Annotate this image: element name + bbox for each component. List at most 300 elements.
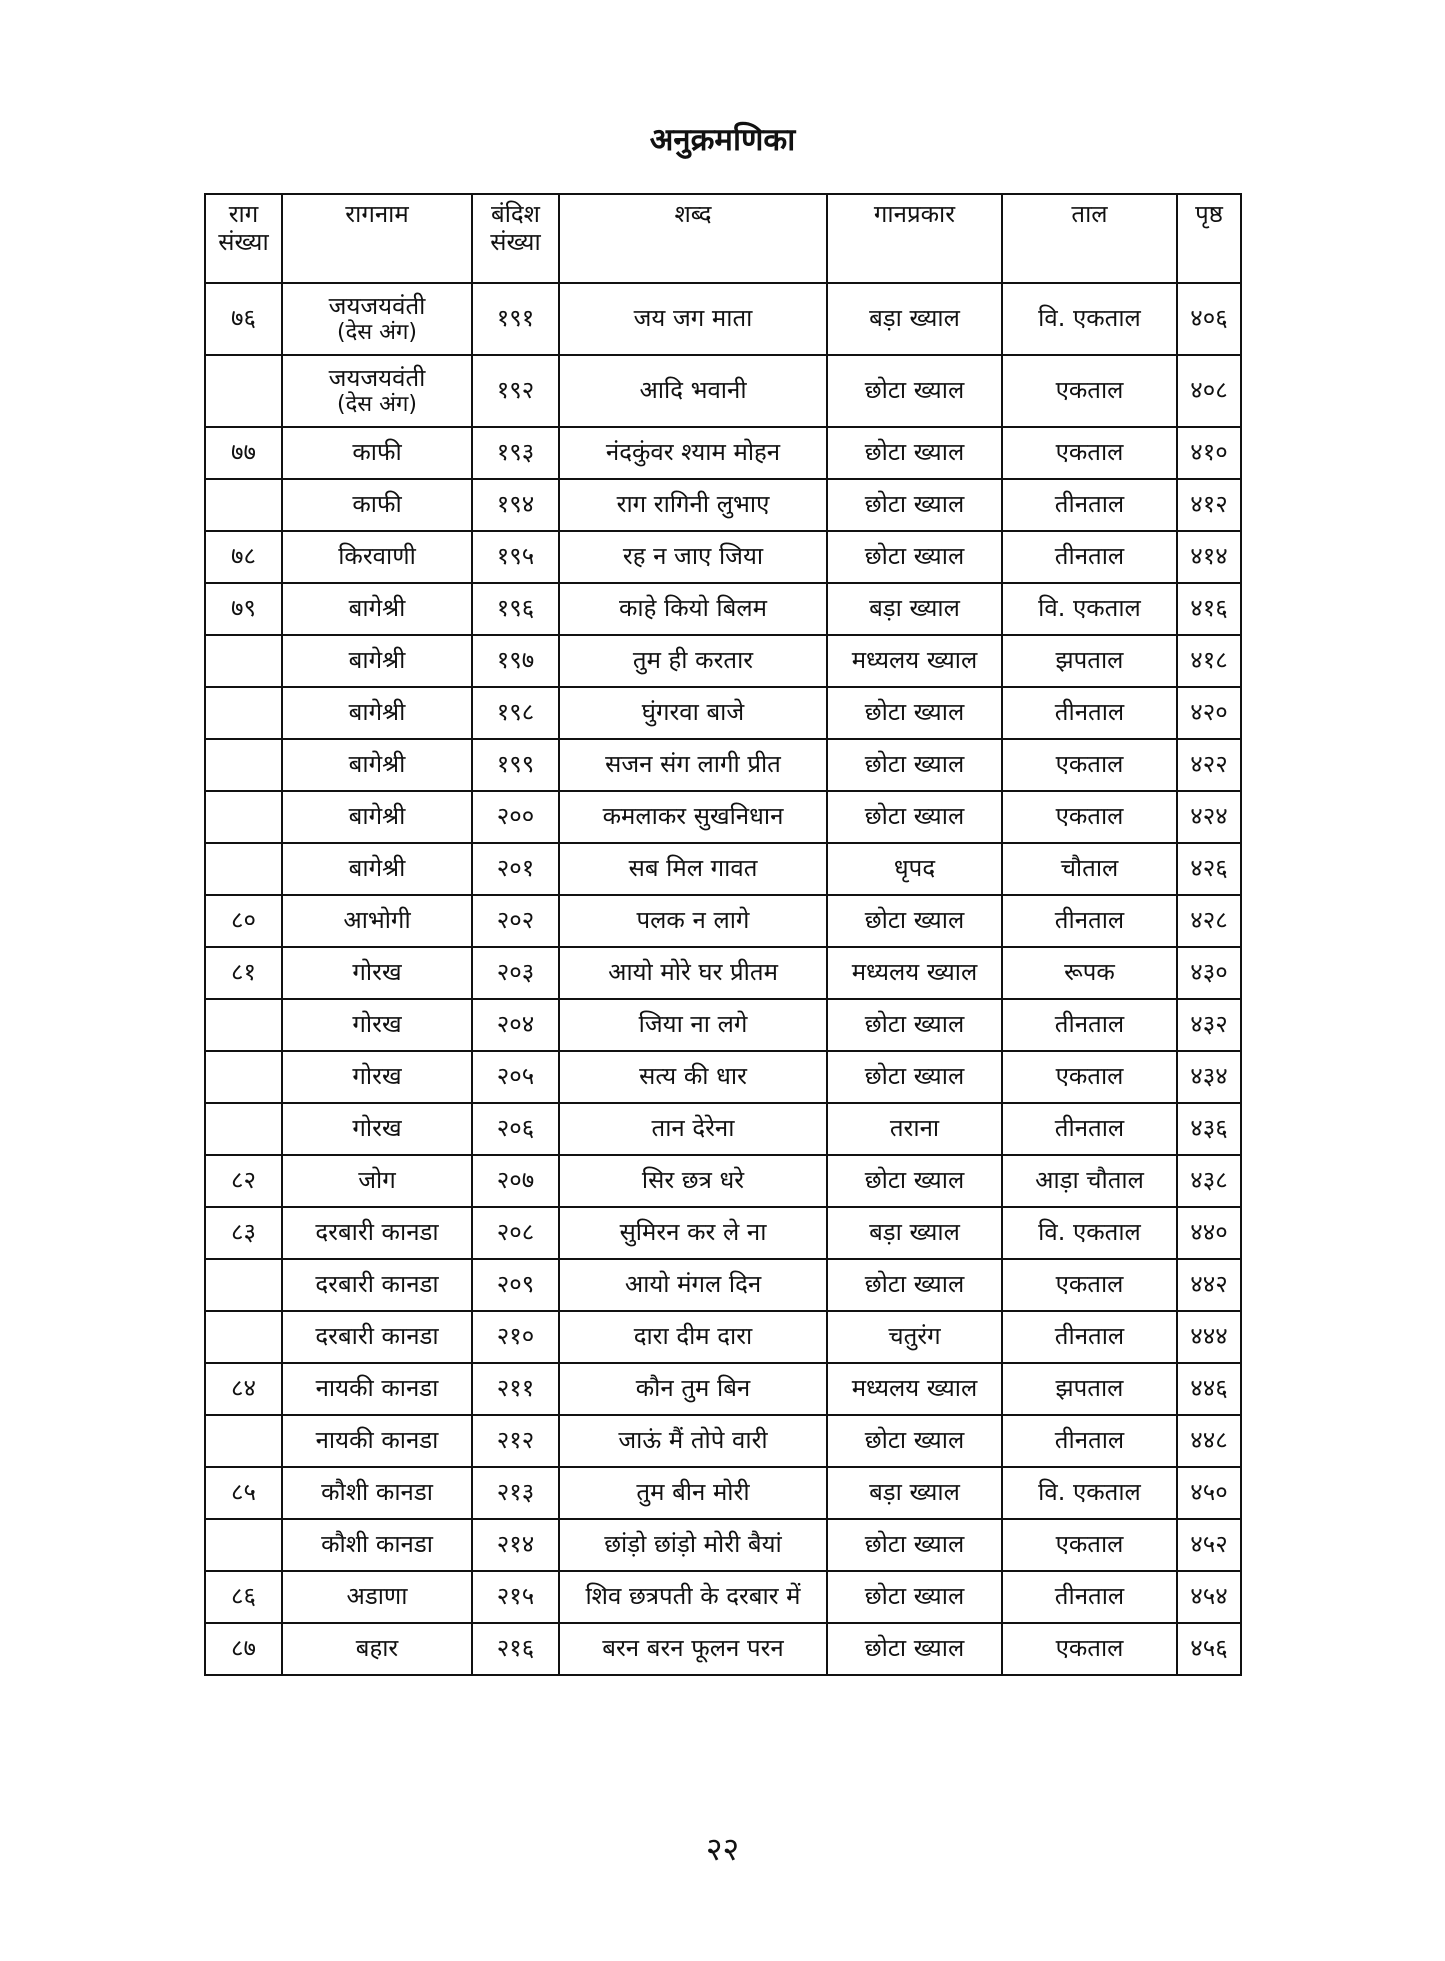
page-cell-text: ४४६: [1190, 1374, 1228, 1403]
bandish-number-cell-text: १९९: [496, 750, 535, 779]
taal-cell: [1002, 479, 1177, 531]
shabd-cell-text: काहे कियो बिलम: [619, 594, 767, 623]
table-row: [205, 635, 1241, 687]
bandish-number-cell-text: १९१: [496, 304, 535, 333]
page-cell-text: ४३०: [1190, 958, 1228, 987]
bandish-number-cell: [472, 531, 559, 583]
raag-name-cell-text: जयजयवंती: [328, 291, 426, 320]
shabd-cell-text: सजन संग लागी प्रीत: [605, 750, 781, 779]
page-cell: [1177, 739, 1241, 791]
page-cell-text: ४४८: [1190, 1426, 1228, 1455]
bandish-number-cell-text: २११: [496, 1374, 535, 1403]
shabd-cell: [559, 1207, 827, 1259]
gaanprakar-cell: [827, 1259, 1002, 1311]
page-cell: [1177, 635, 1241, 687]
taal-cell: [1002, 947, 1177, 999]
table-row: [205, 739, 1241, 791]
raag-number-cell-text: ८६: [231, 1582, 256, 1611]
header-text: संख्या: [218, 227, 269, 256]
gaanprakar-cell: [827, 283, 1002, 355]
raag-name-cell: [282, 1415, 472, 1467]
bandish-number-cell-text: २०८: [496, 1218, 535, 1247]
gaanprakar-cell-text: छोटा ख्याल: [864, 1010, 965, 1039]
page-cell-text: ४१२: [1190, 490, 1228, 519]
page-cell: [1177, 1103, 1241, 1155]
raag-number-cell: [205, 1051, 282, 1103]
shabd-cell: [559, 1051, 827, 1103]
header-text: राग: [228, 200, 259, 228]
raag-name-cell: [282, 1259, 472, 1311]
gaanprakar-cell-text: छोटा ख्याल: [864, 438, 965, 467]
shabd-cell-text: कमलाकर सुखनिधान: [602, 802, 784, 831]
shabd-cell: [559, 1623, 827, 1675]
bandish-number-cell: [472, 947, 559, 999]
gaanprakar-cell: [827, 739, 1002, 791]
bandish-number-cell: [472, 687, 559, 739]
raag-name-cell: [282, 479, 472, 531]
gaanprakar-cell: [827, 947, 1002, 999]
shabd-cell-text: छांड़ो छांड़ो मोरी बैयां: [604, 1530, 782, 1559]
raag-number-cell: [205, 999, 282, 1051]
gaanprakar-cell-text: छोटा ख्याल: [864, 1166, 965, 1195]
page-cell-text: ४४२: [1190, 1270, 1228, 1299]
bandish-number-cell: [472, 1103, 559, 1155]
page-cell-text: ४५०: [1190, 1478, 1228, 1507]
bandish-number-cell: [472, 895, 559, 947]
taal-cell-text: तीनताल: [1054, 542, 1125, 571]
gaanprakar-cell-text: चतुरंग: [888, 1322, 941, 1351]
shabd-cell-text: आयो मोरे घर प्रीतम: [608, 958, 778, 987]
bandish-number-cell: [472, 999, 559, 1051]
raag-number-cell: [205, 1519, 282, 1571]
raag-number-cell-text: ७८: [231, 542, 256, 571]
taal-cell: [1002, 1207, 1177, 1259]
bandish-number-cell: [472, 1363, 559, 1415]
table-row: [205, 427, 1241, 479]
page-cell: [1177, 1311, 1241, 1363]
raag-number-cell: [205, 1363, 282, 1415]
raag-number-cell-text: ७९: [231, 594, 256, 623]
page-cell: [1177, 1155, 1241, 1207]
taal-cell-text: तीनताल: [1054, 698, 1125, 727]
raag-name-cell-text: गोरख: [352, 1062, 402, 1091]
shabd-cell-text: सब मिल गावत: [628, 854, 758, 883]
page-cell-text: ४१८: [1190, 646, 1228, 675]
taal-cell: [1002, 1623, 1177, 1675]
taal-cell: [1002, 1519, 1177, 1571]
table-row: [205, 1259, 1241, 1311]
page-cell: [1177, 843, 1241, 895]
taal-cell: [1002, 687, 1177, 739]
raag-name-cell-text: बागेश्री: [348, 854, 406, 883]
table-row: [205, 1207, 1241, 1259]
page-cell: [1177, 895, 1241, 947]
raag-name-cell: [282, 895, 472, 947]
gaanprakar-cell: [827, 1051, 1002, 1103]
page-cell: [1177, 1415, 1241, 1467]
shabd-cell-text: घुंगरवा बाजे: [641, 698, 745, 727]
taal-cell-text: वि. एकताल: [1038, 1218, 1141, 1247]
raag-name-cell: [282, 687, 472, 739]
shabd-cell-text: सुमिरन कर ले ना: [619, 1218, 767, 1247]
taal-cell: [1002, 1467, 1177, 1519]
shabd-cell-text: जाऊं मैं तोपे वारी: [618, 1426, 768, 1455]
gaanprakar-cell-text: धृपद: [893, 854, 936, 883]
page-cell: [1177, 1623, 1241, 1675]
raag-name-cell-text: बागेश्री: [348, 698, 406, 727]
table-row: [205, 1623, 1241, 1675]
raag-number-cell: [205, 427, 282, 479]
raag-anga-note: (देस अंग): [337, 320, 417, 346]
gaanprakar-cell-text: छोटा ख्याल: [864, 542, 965, 571]
taal-cell: [1002, 1571, 1177, 1623]
bandish-number-cell-text: २१२: [496, 1426, 535, 1455]
taal-cell: [1002, 635, 1177, 687]
page-cell-text: ४२८: [1190, 906, 1228, 935]
raag-number-cell: [205, 895, 282, 947]
bandish-number-cell-text: २१०: [496, 1322, 535, 1351]
gaanprakar-cell-text: बड़ा ख्याल: [869, 304, 960, 333]
raag-name-cell: [282, 947, 472, 999]
taal-cell: [1002, 999, 1177, 1051]
gaanprakar-cell: [827, 1311, 1002, 1363]
gaanprakar-cell: [827, 687, 1002, 739]
raag-number-cell: [205, 1103, 282, 1155]
taal-cell: [1002, 843, 1177, 895]
shabd-cell: [559, 739, 827, 791]
raag-number-cell-text: ८२: [231, 1166, 256, 1195]
table-row: [205, 843, 1241, 895]
gaanprakar-cell-text: तराना: [889, 1114, 940, 1143]
raag-name-cell-text: गोरख: [352, 958, 402, 987]
gaanprakar-cell-text: छोटा ख्याल: [864, 750, 965, 779]
bandish-number-cell-text: २१६: [496, 1634, 535, 1663]
gaanprakar-cell: [827, 791, 1002, 843]
gaanprakar-cell-text: छोटा ख्याल: [864, 1530, 965, 1559]
shabd-cell: [559, 843, 827, 895]
bandish-number-cell-text: २०५: [496, 1062, 535, 1091]
taal-cell-text: एकताल: [1055, 1270, 1124, 1299]
page-cell-text: ४४४: [1190, 1322, 1228, 1351]
header-raag-number: [205, 194, 282, 283]
taal-cell: [1002, 1103, 1177, 1155]
taal-cell: [1002, 583, 1177, 635]
taal-cell-text: तीनताल: [1054, 1010, 1125, 1039]
shabd-cell-text: सिर छत्र धरे: [641, 1166, 745, 1195]
raag-number-cell-text: ८१: [231, 958, 256, 987]
raag-number-cell-text: ७६: [231, 304, 256, 333]
gaanprakar-cell: [827, 843, 1002, 895]
raag-name-cell: [282, 1207, 472, 1259]
shabd-cell-text: रह न जाए जिया: [622, 542, 764, 571]
table-row: [205, 687, 1241, 739]
taal-cell-text: वि. एकताल: [1038, 304, 1141, 333]
taal-cell-text: वि. एकताल: [1038, 1478, 1141, 1507]
raag-number-cell: [205, 635, 282, 687]
raag-number-cell: [205, 791, 282, 843]
raag-name-cell-text: बहार: [355, 1634, 399, 1663]
page-cell: [1177, 791, 1241, 843]
gaanprakar-cell: [827, 1571, 1002, 1623]
taal-cell-text: आड़ा चौताल: [1035, 1166, 1144, 1195]
bandish-number-cell: [472, 427, 559, 479]
shabd-cell: [559, 791, 827, 843]
bandish-number-cell: [472, 283, 559, 355]
page-title: अनुक्रमणिका: [649, 122, 796, 158]
shabd-cell: [559, 355, 827, 427]
raag-name-cell-text: बागेश्री: [348, 646, 406, 675]
shabd-cell: [559, 895, 827, 947]
bandish-number-cell: [472, 1051, 559, 1103]
taal-cell-text: तीनताल: [1054, 490, 1125, 519]
shabd-cell: [559, 1519, 827, 1571]
taal-cell-text: तीनताल: [1054, 1322, 1125, 1351]
raag-name-cell-text: नायकी कानडा: [315, 1426, 439, 1455]
taal-cell-text: एकताल: [1055, 376, 1124, 405]
taal-cell-text: एकताल: [1055, 750, 1124, 779]
raag-number-cell: [205, 1571, 282, 1623]
bandish-number-cell-text: २०२: [496, 906, 535, 935]
raag-number-cell: [205, 947, 282, 999]
raag-name-cell: [282, 427, 472, 479]
raag-number-cell: [205, 479, 282, 531]
gaanprakar-cell: [827, 1467, 1002, 1519]
raag-number-cell: [205, 843, 282, 895]
shabd-cell-text: तुम ही करतार: [632, 646, 754, 675]
taal-cell: [1002, 1155, 1177, 1207]
bandish-number-cell: [472, 791, 559, 843]
raag-name-cell: [282, 1051, 472, 1103]
shabd-cell: [559, 1155, 827, 1207]
page-cell: [1177, 1207, 1241, 1259]
bandish-number-cell-text: १९५: [496, 542, 535, 571]
bandish-number-cell: [472, 1155, 559, 1207]
header-page: पृष्ठ: [1177, 194, 1241, 283]
bandish-number-cell-text: २१५: [496, 1582, 535, 1611]
taal-cell-text: वि. एकताल: [1038, 594, 1141, 623]
raag-number-cell-text: ८५: [231, 1478, 256, 1507]
page-cell: [1177, 1571, 1241, 1623]
gaanprakar-cell: [827, 999, 1002, 1051]
raag-number-cell: [205, 1467, 282, 1519]
raag-name-cell: [282, 1467, 472, 1519]
taal-cell-text: तीनताल: [1054, 906, 1125, 935]
shabd-cell: [559, 583, 827, 635]
shabd-cell-text: बरन बरन फूलन परन: [602, 1634, 784, 1663]
raag-number-cell-text: ८४: [231, 1374, 256, 1403]
page-cell-text: ४३४: [1190, 1062, 1228, 1091]
taal-cell-text: एकताल: [1055, 1530, 1124, 1559]
page-cell: [1177, 999, 1241, 1051]
bandish-number-cell: [472, 355, 559, 427]
table-row: [205, 583, 1241, 635]
raag-number-cell: [205, 1155, 282, 1207]
bandish-number-cell: [472, 1519, 559, 1571]
shabd-cell-text: पलक न लागे: [636, 906, 750, 935]
page-cell: [1177, 687, 1241, 739]
table-row: [205, 947, 1241, 999]
raag-name-cell: [282, 1155, 472, 1207]
shabd-cell-text: आदि भवानी: [639, 376, 747, 405]
taal-cell: [1002, 283, 1177, 355]
gaanprakar-cell-text: छोटा ख्याल: [864, 802, 965, 831]
shabd-cell-text: तान देरेना: [651, 1114, 735, 1143]
shabd-cell: [559, 427, 827, 479]
shabd-cell: [559, 635, 827, 687]
taal-cell: [1002, 791, 1177, 843]
page-cell-text: ४३८: [1190, 1166, 1228, 1195]
page-cell: [1177, 1259, 1241, 1311]
taal-cell: [1002, 531, 1177, 583]
taal-cell-text: एकताल: [1055, 1634, 1124, 1663]
bandish-number-cell-text: २००: [496, 802, 535, 831]
raag-name-cell-text: कौशी कानडा: [321, 1530, 433, 1559]
bandish-number-cell: [472, 1623, 559, 1675]
shabd-cell-text: शिव छत्रपती के दरबार में: [585, 1582, 801, 1611]
gaanprakar-cell-text: मध्यलय ख्याल: [851, 1374, 978, 1403]
raag-name-cell: [282, 531, 472, 583]
page-cell-text: ४५२: [1190, 1530, 1228, 1559]
gaanprakar-cell: [827, 1155, 1002, 1207]
bandish-number-cell-text: १९४: [496, 490, 535, 519]
gaanprakar-cell-text: छोटा ख्याल: [864, 1426, 965, 1455]
header-taal: ताल: [1002, 194, 1177, 283]
bandish-number-cell: [472, 1207, 559, 1259]
taal-cell: [1002, 1363, 1177, 1415]
raag-name-cell: [282, 843, 472, 895]
page-cell-text: ४४०: [1190, 1218, 1228, 1247]
page-cell-text: ४०६: [1190, 304, 1228, 333]
bandish-number-cell: [472, 635, 559, 687]
shabd-cell-text: आयो मंगल दिन: [624, 1270, 762, 1299]
gaanprakar-cell: [827, 479, 1002, 531]
page-cell-text: ४३६: [1190, 1114, 1228, 1143]
gaanprakar-cell-text: मध्यलय ख्याल: [851, 958, 978, 987]
raag-number-cell-text: ८३: [231, 1218, 256, 1247]
shabd-cell-text: कौन तुम बिन: [635, 1374, 751, 1403]
raag-name-cell: [282, 355, 472, 427]
gaanprakar-cell: [827, 531, 1002, 583]
gaanprakar-cell-text: छोटा ख्याल: [864, 1582, 965, 1611]
taal-cell-text: एकताल: [1055, 438, 1124, 467]
gaanprakar-cell-text: छोटा ख्याल: [864, 906, 965, 935]
raag-number-cell: [205, 1207, 282, 1259]
raag-number-cell: [205, 1623, 282, 1675]
taal-cell: [1002, 1051, 1177, 1103]
raag-name-cell-text: काफी: [352, 490, 402, 519]
page-cell: [1177, 947, 1241, 999]
shabd-cell: [559, 687, 827, 739]
table-row: [205, 479, 1241, 531]
bandish-number-cell-text: १९६: [496, 594, 535, 623]
raag-name-cell-text: दरबारी कानडा: [315, 1322, 439, 1351]
gaanprakar-cell: [827, 1207, 1002, 1259]
raag-number-cell: [205, 283, 282, 355]
raag-name-cell-text: काफी: [352, 438, 402, 467]
table-row: [205, 1415, 1241, 1467]
gaanprakar-cell: [827, 1363, 1002, 1415]
shabd-cell-text: जय जग माता: [633, 304, 753, 333]
table-row: [205, 283, 1241, 355]
bandish-number-cell: [472, 583, 559, 635]
raag-name-cell-text: गोरख: [352, 1114, 402, 1143]
raag-name-cell: [282, 1519, 472, 1571]
header-bandish-number: [472, 194, 559, 283]
taal-cell-text: तीनताल: [1054, 1582, 1125, 1611]
page-cell-text: ४५४: [1190, 1582, 1228, 1611]
raag-name-cell: [282, 739, 472, 791]
raag-number-cell-text: ८७: [231, 1634, 256, 1663]
raag-name-cell: [282, 1623, 472, 1675]
gaanprakar-cell: [827, 1519, 1002, 1571]
table-row: [205, 999, 1241, 1051]
bandish-number-cell-text: २०४: [496, 1010, 535, 1039]
table-row: [205, 791, 1241, 843]
page-cell-text: ४१४: [1190, 542, 1228, 571]
table-row: [205, 1155, 1241, 1207]
gaanprakar-cell-text: छोटा ख्याल: [864, 1062, 965, 1091]
raag-name-cell-text: दरबारी कानडा: [315, 1218, 439, 1247]
page-cell: [1177, 427, 1241, 479]
shabd-cell: [559, 1103, 827, 1155]
taal-cell-text: एकताल: [1055, 1062, 1124, 1091]
shabd-cell: [559, 479, 827, 531]
raag-name-cell: [282, 635, 472, 687]
page-cell-text: ४२४: [1190, 802, 1228, 831]
gaanprakar-cell: [827, 1415, 1002, 1467]
taal-cell-text: एकताल: [1055, 802, 1124, 831]
page-cell-text: ४२२: [1190, 750, 1228, 779]
bandish-number-cell: [472, 479, 559, 531]
raag-name-cell-text: दरबारी कानडा: [315, 1270, 439, 1299]
table-row: [205, 1051, 1241, 1103]
raag-name-cell: [282, 283, 472, 355]
header-row: [205, 194, 1241, 283]
taal-cell: [1002, 427, 1177, 479]
page-cell-text: ४१६: [1190, 594, 1228, 623]
table-row: [205, 1467, 1241, 1519]
bandish-number-cell-text: १९८: [496, 698, 535, 727]
page-cell-text: ४५६: [1190, 1634, 1228, 1663]
bandish-number-cell-text: २०७: [496, 1166, 535, 1195]
taal-cell: [1002, 739, 1177, 791]
gaanprakar-cell: [827, 355, 1002, 427]
raag-number-cell: [205, 583, 282, 635]
bandish-number-cell-text: १९३: [496, 438, 535, 467]
taal-cell: [1002, 1311, 1177, 1363]
bandish-number-cell: [472, 1259, 559, 1311]
shabd-cell: [559, 1311, 827, 1363]
shabd-cell: [559, 1363, 827, 1415]
gaanprakar-cell: [827, 427, 1002, 479]
raag-name-cell-text: आभोगी: [343, 906, 411, 935]
bandish-number-cell-text: २०१: [496, 854, 535, 883]
raag-name-cell-text: जयजयवंती: [328, 363, 426, 392]
index-table: [204, 193, 1242, 1676]
shabd-cell: [559, 1467, 827, 1519]
bandish-number-cell: [472, 1571, 559, 1623]
gaanprakar-cell-text: छोटा ख्याल: [864, 698, 965, 727]
raag-number-cell: [205, 1415, 282, 1467]
gaanprakar-cell-text: बड़ा ख्याल: [869, 594, 960, 623]
page-cell-text: ४१०: [1190, 438, 1228, 467]
header-shabd: शब्द: [559, 194, 827, 283]
raag-name-cell: [282, 1571, 472, 1623]
gaanprakar-cell-text: बड़ा ख्याल: [869, 1478, 960, 1507]
bandish-number-cell-text: २०३: [496, 958, 535, 987]
page-number: २२: [705, 1830, 740, 1868]
bandish-number-cell-text: २१४: [496, 1530, 535, 1559]
